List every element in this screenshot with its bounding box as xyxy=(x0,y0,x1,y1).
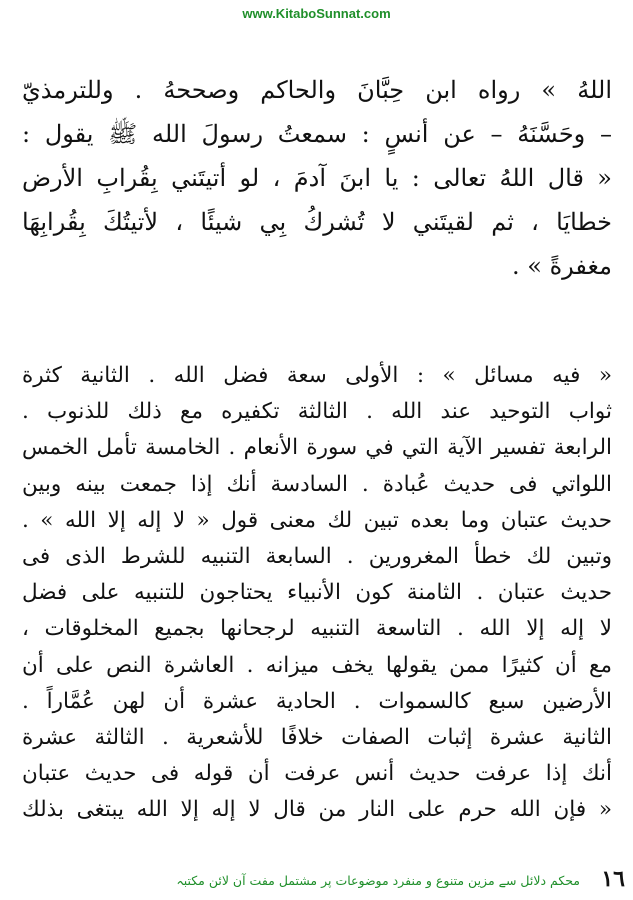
site-url: www.KitaboSunnat.com xyxy=(242,6,391,21)
masail-line: اللواتي فى حديث عُبادة . السادسة أنك إذا جمعت بينه وبين xyxy=(22,471,612,497)
masail-line: الرابعة تفسير الآية التي في سورة الأنعام . الخامسة تأمل الخمس xyxy=(22,435,612,461)
masail-line: « فيه مسائل » : الأولى سعة فضل الله . الثانية كثرة xyxy=(22,363,612,388)
hadith-line: – وحَسَّنَهُ – عن أنسٍ : سمعتُ رسولَ الله ﷺ يقول : xyxy=(22,120,612,148)
page-number: ١٦ xyxy=(601,866,625,892)
masail-line: أنك إذا عرفت حديث أنس عرفت أن قوله فى حديث عتبان xyxy=(22,761,612,787)
masail-line: الأرضين سبع كالسموات . الحادية عشرة أن لهن عُمَّاراً . xyxy=(22,688,612,714)
footer-note: محکم دلائل سے مزین متنوع و منفرد موضوعات پر مشتمل مفت آن لائن مکتبہ xyxy=(176,873,580,888)
masail-line: « فإن الله حرم على النار من قال لا إله إلا الله يبتغى بذلك xyxy=(22,797,612,823)
masail-line: حديث عتبان وما بعده تبين لك معنى قول « لا إله إلا الله » . xyxy=(22,507,612,533)
masail-line: مع أن كثيرًا ممن يقولها يخف ميزانه . العاشرة النص على أن xyxy=(22,652,612,678)
masail-line: وتبين لك خطأ المغرورين . السابعة التنبيه للشرط الذى فى xyxy=(22,543,612,569)
masail-line: الثانية عشرة إثبات الصفات خلافًا للأشعرية . الثالثة عشرة xyxy=(22,724,612,750)
hadith-paragraph xyxy=(22,68,612,288)
masail-line: لا إله إلا الله . التاسعة التنبيه لرجحانها بجميع المخلوقات ، xyxy=(22,616,612,642)
hadith-line: مغفرةً » . xyxy=(512,252,612,280)
masail-line: حديث عتبان . الثامنة كون الأنبياء يحتاجون للتنبيه على فضل xyxy=(22,580,612,606)
masail-paragraph xyxy=(22,358,612,828)
hadith-line: خطايَا ، ثم لقيتَني لا تُشركُ بِي شيئًا ، لأتيتُكَ بِقُرابِهَا xyxy=(22,208,612,236)
hadith-line: « قال اللهُ تعالى : يا ابنَ آدمَ ، لو أتيتَني بِقُرابِ الأرض xyxy=(22,164,612,192)
masail-line: ثواب التوحيد عند الله . الثالثة تكفيره مع ذلك للذنوب . xyxy=(22,399,612,425)
hadith-line: اللهُ » رواه ابن حِبَّانَ والحاكم وصححهُ . وللترمذيّ xyxy=(22,76,612,104)
